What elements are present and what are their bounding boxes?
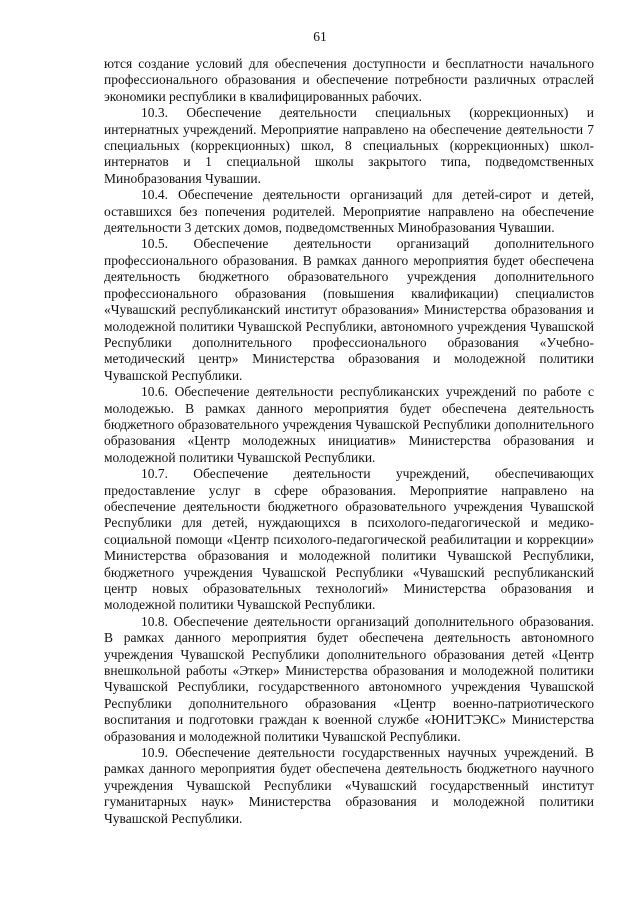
paragraph-10-6: 10.6. Обеспечение деятельности республиканских учреждений по работе с молодежью. В рамках данного мероприятия будет обеспечена деятельность бюджетного образовательного учреждения Чувашской Республики дополнительного образования «Центр молодежных инициатив» Министерства образования и молодежной политики Чувашской Республики. [104, 384, 594, 465]
paragraph-10-8: 10.8. Обеспечение деятельности организаций дополнительного образования. В рамках данного мероприятия будет обеспечена деятельность автономного учреждения Чувашской Республики дополнительного образования детей «Центр внешкольной работы «Эткер» Министерства образования и молодежной политики Чувашской Республики, государственного автономного учреждения Чувашской Республики дополнительного образования «Центр военно-патриотического воспитания и подготовки граждан к военной службе «ЮНИТЭКС» Министерства образования и молодежной политики Чувашской Республики. [104, 613, 594, 744]
paragraph-10-9: 10.9. Обеспечение деятельности государственных научных учреждений. В рамках данного мероприятия будет обеспечена деятельность бюджетного научного учреждения Чувашской Республики «Чувашский государственный институт гуманитарных наук» Министерства образования и молодежной политики Чувашской Республики. [104, 745, 594, 826]
document-body [104, 56, 594, 827]
paragraph-10-5: 10.5. Обеспечение деятельности организаций дополнительного профессионального образования. В рамках данного мероприятия будет обеспечена деятельность бюджетного образовательного учреждения дополнительного профессионального образования (повышения квалификации) специалистов «Чувашский республиканский институт образования» Министерства образования и молодежной политики Чувашской Республики, автономного учреждения Чувашской Республики дополнительного профессионального образования «Учебно-методический центр» Министерства образования и молодежной политики Чувашской Республики. [104, 236, 594, 383]
page-number: 61 [313, 29, 327, 44]
paragraph-10-4: 10.4. Обеспечение деятельности организаций для детей-сирот и детей, оставшихся без попечения родителей. Мероприятие направлено на обеспечение деятельности 3 детских домов, подведомственных Минобразования Чувашии. [104, 187, 594, 236]
paragraph-10-7: 10.7. Обеспечение деятельности учреждений, обеспечивающих предоставление услуг в сфере образования. Мероприятие направлено на обеспечение деятельности бюджетного образовательного учреждения Чувашской Республики для детей, нуждающихся в психолого-педагогической и медико-социальной помощи «Центр психолого-педагогической реабилитации и коррекции» Министерства образования и молодежной политики Чувашской Республики, бюджетного учреждения Чувашской Республики «Чувашский республиканский центр новых образовательных технологий» Министерства образования и молодежной политики Чувашской Республики. [104, 466, 594, 613]
paragraph-continuation: ются создание условий для обеспечения доступности и бесплатности начального профессионального образования и обеспечение потребности различных отраслей экономики республики в квалифицированных рабочих. [104, 56, 594, 104]
paragraph-10-3: 10.3. Обеспечение деятельности специальных (коррекционных) и интернатных учреждений. Мероприятие направлено на обеспечение деятельности 7 специальных (коррекционных) школ, 8 специальных (коррекционных) школ-интернатов и 1 специальной школы закрытого типа, подведомственных Минобразования Чувашии. [104, 105, 594, 186]
